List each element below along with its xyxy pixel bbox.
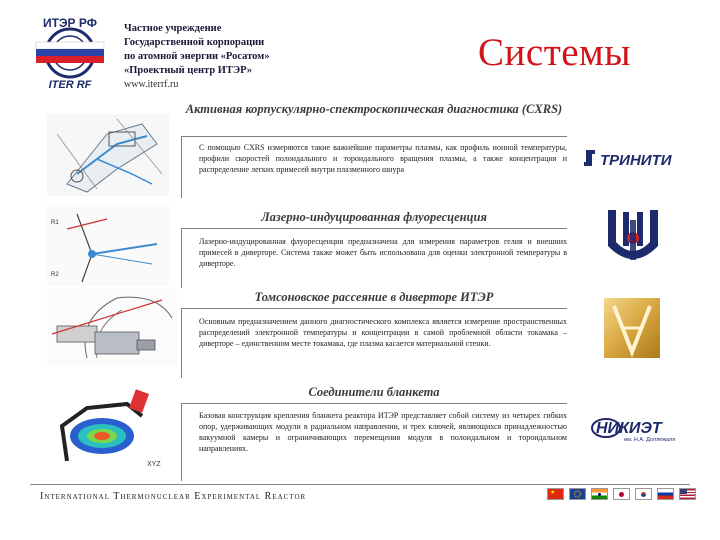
iter-rf-logo <box>30 14 110 92</box>
flag-korea-icon <box>635 488 652 500</box>
website-link[interactable]: www.iterrf.ru <box>124 79 179 90</box>
logo-bottom-text: ITER RF <box>48 79 92 91</box>
page-title: Системы <box>478 31 631 74</box>
blanket-connector-image <box>47 386 165 472</box>
cxrs-diagram-image <box>47 114 169 196</box>
member-flags <box>547 488 696 500</box>
lif-diagram-image <box>47 204 169 286</box>
section-text: Базовая конструкция крепления бланкета реактора ИТЭР представляет собой систему из четырех гибких опор, удерживающих модули в радиальном направлении, и трех ключей, являющихся принадлежностью вакуумной камеры и ограничивающих перемещения модуля в полоидальном и тороидальном направлениях. <box>199 411 567 453</box>
section-divider <box>181 136 567 137</box>
svg-text:R1: R1 <box>51 220 59 226</box>
section-vline <box>181 308 182 378</box>
org-line-2: Государственной корпорации <box>124 37 265 48</box>
section-text: С помощью CXRS измеряются такие важнейшие параметры плазмы, как профиль ионной температуры, профили скоростей полоидального и тороидального вращения плазмы, а также концентрация и распределение легких примесей внутри плазменного шнура <box>199 143 567 174</box>
org-line-1: Частное учреждение <box>124 23 222 34</box>
section-divider <box>181 308 567 309</box>
flag-india-icon <box>591 488 608 500</box>
section-cxrs <box>47 100 567 200</box>
section-title: Томсоновское рассеяние в диверторе ИТЭР <box>254 290 494 304</box>
organization-name <box>124 22 324 92</box>
footer-text: International Thermonuclear Experimental Reactor <box>40 491 307 502</box>
section-thomson <box>47 288 567 382</box>
section-text: Основным предназначением данного диагностического комплекса является измерение пространственных распределений электронной температуры и концентрации в самой проблемной области токамака – диверторе – единственном месте токамака, где плазма касается материальной стенки. <box>199 317 567 348</box>
section-vline <box>181 403 182 481</box>
flag-china-icon: ★ <box>547 488 564 500</box>
section-divider <box>181 403 567 404</box>
org-line-4: «Проектный центр ИТЭР» <box>124 65 253 76</box>
logo-top-text: ИТЭР РФ <box>43 16 97 30</box>
section-vline <box>181 136 182 198</box>
footer-divider <box>30 484 690 485</box>
triniti-logo-text: ТРИНИТИ <box>600 152 672 169</box>
flag-japan-icon <box>613 488 630 500</box>
gold-emblem-logo <box>602 296 662 360</box>
section-divider <box>181 228 567 229</box>
nikiet-logo-subtext: им. Н.А. Доллежаля <box>624 437 676 443</box>
section-title: Лазерно-индуцированная флуоресценция <box>261 210 487 224</box>
svg-text:XYZ: XYZ <box>147 461 161 468</box>
section-vline <box>181 228 182 288</box>
nikiet-logo-text: НИКИЭТ <box>596 420 662 437</box>
flag-usa-icon <box>679 488 696 500</box>
org-line-3: по атомной энергии «Росатом» <box>124 51 270 62</box>
nikiet-logo <box>590 412 700 444</box>
section-text: Лазерно-индуцированная флуоресценция предназначена для измерения параметров гелия и внешних примесей в диверторе. Система также может быть использована для оценки электронной температуры в диверторе. <box>199 237 567 268</box>
section-lif <box>47 204 567 292</box>
institute-emblem-logo <box>602 206 664 268</box>
svg-text:R2: R2 <box>51 272 59 278</box>
thomson-diagram-image <box>47 288 177 366</box>
section-title: Активная корпускулярно-спектроскопическая диагностика (CXRS) <box>185 102 563 116</box>
flag-russia-icon <box>657 488 674 500</box>
section-blanket <box>47 382 567 482</box>
flag-eu-icon <box>569 488 586 500</box>
section-title: Соединители бланкета <box>308 385 440 399</box>
triniti-logo <box>584 147 690 171</box>
